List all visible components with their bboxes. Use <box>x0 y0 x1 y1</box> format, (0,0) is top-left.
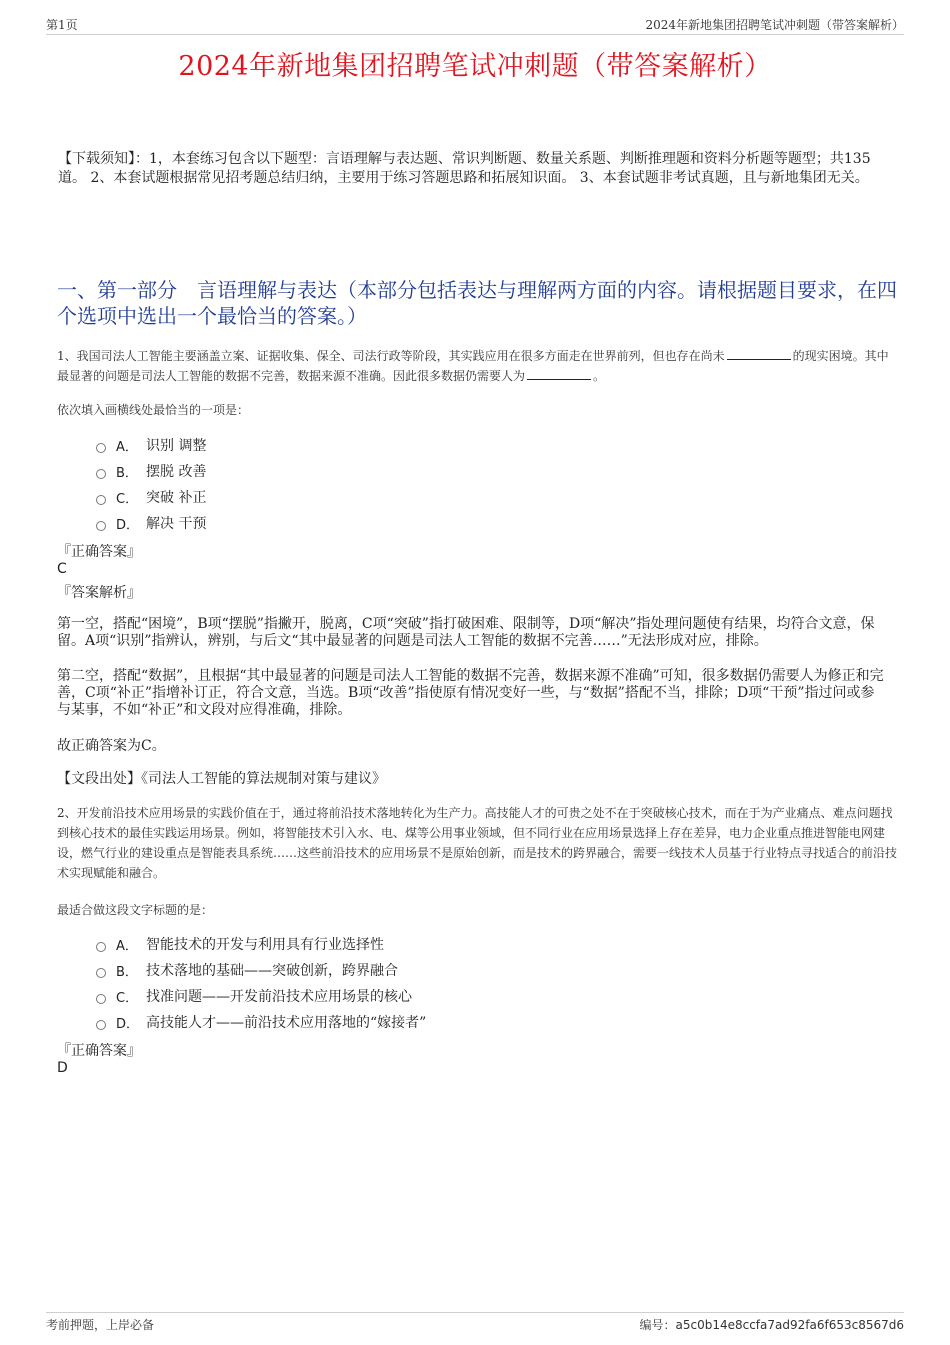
option-text: 摆脱 改善 <box>146 464 207 480</box>
option-letter: A． <box>116 938 138 954</box>
option-letter: D． <box>116 1016 140 1032</box>
document-title: 2024年新地集团招聘笔试冲刺题（带答案解析） <box>178 51 772 82</box>
radio-button[interactable] <box>96 994 106 1004</box>
blank-2 <box>527 367 591 380</box>
radio-button[interactable] <box>96 968 106 978</box>
option-text: 突破 补正 <box>146 490 207 506</box>
code-label: 编号： <box>639 1318 676 1332</box>
option-text: 高技能人才——前沿技术应用落地的“嫁接者” <box>146 1015 427 1031</box>
option-letter: D． <box>116 517 140 533</box>
footer-slogan: 考前押题，上岸必备 <box>46 1318 155 1332</box>
option-text: 识别 调整 <box>146 438 207 454</box>
option-text: 智能技术的开发与利用具有行业选择性 <box>146 937 384 953</box>
question-1-prompt: 依次填入画横线处最恰当的一项是： <box>57 403 250 417</box>
radio-button[interactable] <box>96 521 106 531</box>
option-text: 解决 干预 <box>146 516 207 532</box>
question-1-part-b: 的现实困境。其中最显著的问题是司法人工智能的数据不完善，数据来源不准确。因此很多数据仍需要人为 <box>57 349 889 383</box>
correct-answer: C <box>57 561 67 577</box>
analysis-paragraph: 第一空，搭配“困境”，B项“摆脱”指撇开，脱离，C项“突破”指打破困难、限制等，D项“解决”指处理问题使有结果，均符合文意，保留。A项“识别”指辨认，辨别，与后文“其中最显著的问题是司法人工智能的数据不完善……”无法形成对应，排除。 <box>57 616 875 649</box>
option-text: 技术落地的基础——突破创新，跨界融合 <box>146 963 398 979</box>
question-2-prompt: 最适合做这段文字标题的是： <box>57 903 214 917</box>
radio-button[interactable] <box>96 1020 106 1030</box>
option-letter: B． <box>116 465 138 481</box>
page-header <box>46 16 904 35</box>
option-b[interactable] <box>96 458 206 484</box>
question-1-part-a: 1、我国司法人工智能主要涵盖立案、证据收集、保全、司法行政等阶段，其实践应用在很多方面走在世界前列，但也存在尚未 <box>57 349 725 363</box>
analysis-paragraph: 第二空，搭配“数据”，且根据“其中最显著的问题是司法人工智能的数据不完善，数据来源不准确”可知，很多数据仍需要人为修正和完善，C项“补正”指增补订正，符合文意，当选。B项“改善”指使原有情况变好一些，与“数据”搭配不当，排除；D项“干预”指过问或参与某事，不如“补正”和文段对应得准确，排除。 <box>57 668 884 718</box>
option-letter: C． <box>116 990 139 1006</box>
analysis-conclusion: 故正确答案为C。 <box>57 738 166 754</box>
section-heading: 一、第一部分 言语理解与表达（本部分包括表达与理解两方面的内容。请根据题目要求，在四个选项中选出一个最恰当的答案。） <box>57 278 897 328</box>
option-a[interactable] <box>96 931 426 957</box>
correct-answer: D <box>57 1060 68 1076</box>
option-d[interactable] <box>96 1009 426 1035</box>
page-number: 第1页 <box>46 18 78 32</box>
option-a[interactable] <box>96 432 206 458</box>
option-c[interactable] <box>96 983 426 1009</box>
option-letter: A． <box>116 439 138 455</box>
question-1-options <box>96 432 206 536</box>
code-value: a5c0b14e8ccfa7ad92fa6f653c8567d6 <box>675 1318 904 1332</box>
header-doc-title: 2024年新地集团招聘笔试冲刺题（带答案解析） <box>645 18 904 32</box>
option-letter: B． <box>116 964 138 980</box>
radio-button[interactable] <box>96 443 106 453</box>
option-d[interactable] <box>96 510 206 536</box>
radio-button[interactable] <box>96 495 106 505</box>
document-code <box>639 1316 904 1333</box>
option-b[interactable] <box>96 957 426 983</box>
question-1-part-c: 。 <box>593 369 606 383</box>
page-footer <box>46 1312 904 1334</box>
radio-button[interactable] <box>96 942 106 952</box>
question-2-options <box>96 931 426 1035</box>
option-letter: C． <box>116 491 139 507</box>
question-2-text: 2、开发前沿技术应用场景的实践价值在于，通过将前沿技术落地转化为生产力。高技能人才的可贵之处不在于突破核心技术，而在于为产业痛点、难点问题找到核心技术的最佳实践运用场景。例如，将智能技术引入水、电、煤等公用事业领域，但不同行业在应用场景选择上存在差异，电力企业重点推进智能电网建设，燃气行业的建设重点是智能表具系统……这些前沿技术的应用场景不是原始创新，而是技术的跨界融合，需要一线技术人员基于行业特点寻找适合的前沿技术实现赋能和融合。 <box>57 806 898 880</box>
answer-label: 『正确答案』 <box>57 1043 141 1059</box>
radio-button[interactable] <box>96 469 106 479</box>
answer-label: 『正确答案』 <box>57 544 141 560</box>
blank-1 <box>727 347 791 360</box>
question-1-text <box>57 346 897 386</box>
source-citation: 【文段出处】《司法人工智能的算法规制对策与建议》 <box>57 771 386 787</box>
option-text: 找准问题——开发前沿技术应用场景的核心 <box>146 989 412 1005</box>
option-c[interactable] <box>96 484 206 510</box>
analysis-label: 『答案解析』 <box>57 585 141 601</box>
download-notice: 【下载须知】：1，本套练习包含以下题型：言语理解与表达题、常识判断题、数量关系题、判断推理题和资料分析题等题型；共135道。 2、本套试题根据常见招考题总结归纳，主要用于练习答题思路和拓展知识面。 3、本套试题非考试真题，且与新地集团无关。 <box>58 151 871 186</box>
